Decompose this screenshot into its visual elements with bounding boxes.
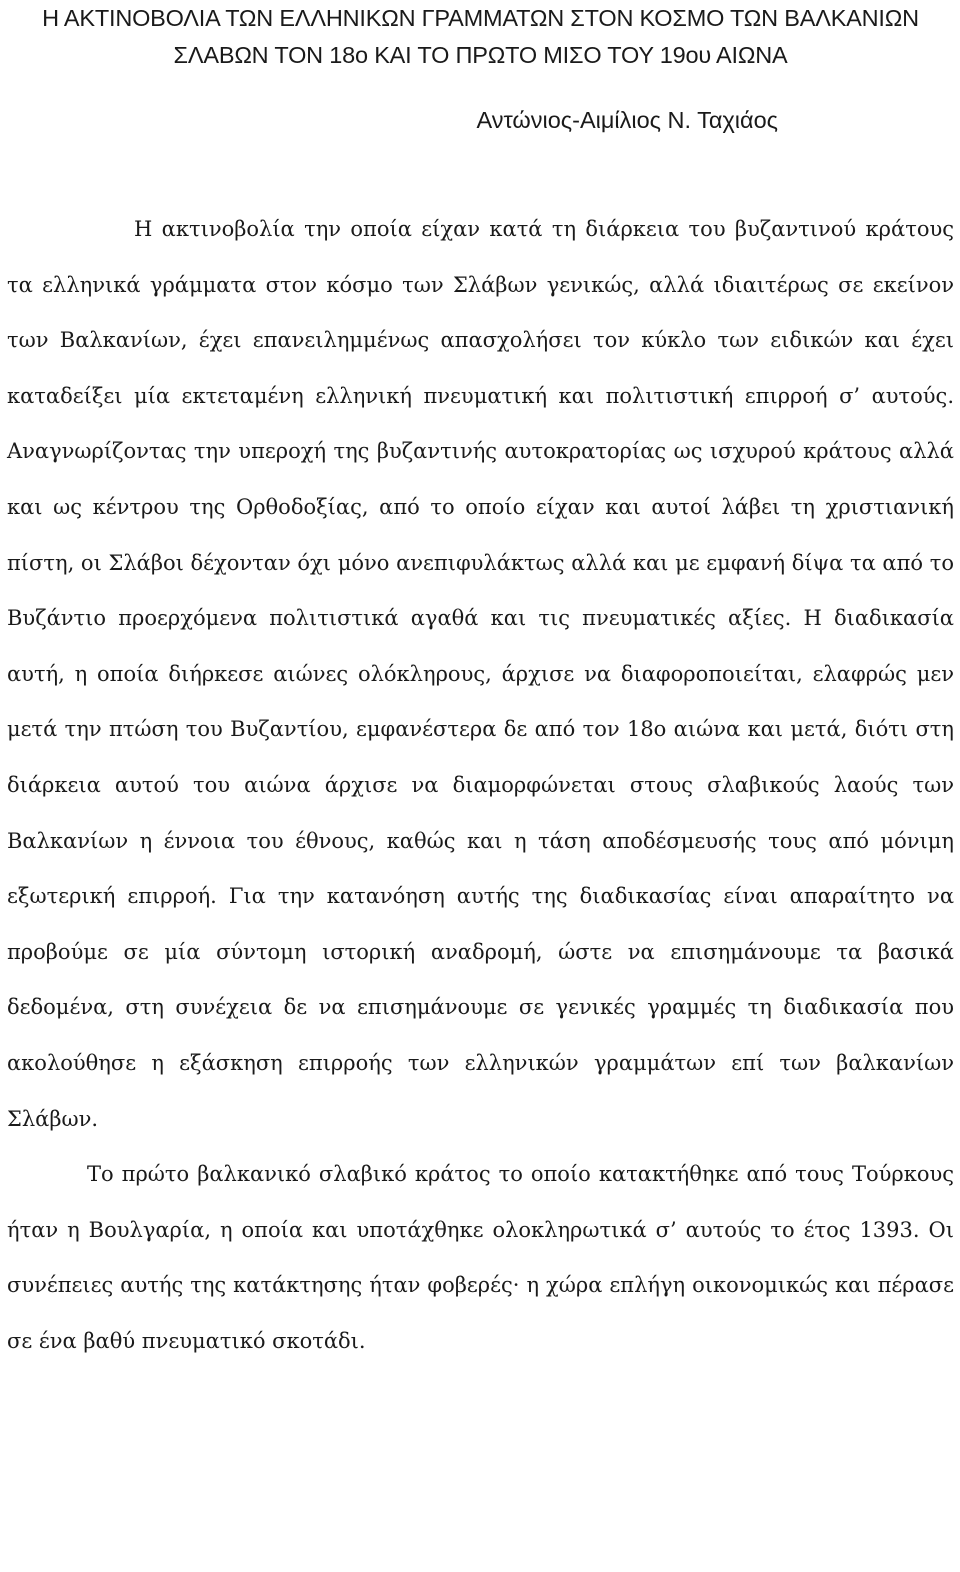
paragraph-1: Η ακτινοβολία την οποία είχαν κατά τη διάρκεια του βυζαντινού κράτους τα ελληνικά γράμματα στον κόσμο των Σλάβων γενικώς, αλλά ιδιαιτέρως σε εκείνον των Βαλκανίων, έχει επανειλημμένως απασχολήσει τον κύκλο των ειδικών και έχει καταδείξει μία εκτεταμένη ελληνική πνευματική και πολιτιστική επιρροή σ’ αυτούς. Αναγνωρίζοντας την υπεροχή της βυζαντινής αυτοκρατορίας ως ισχυρού κράτους αλλά και ως κέντρου της Ορθοδοξίας, από το οποίο είχαν και αυτοί λάβει τη χριστιανική πίστη, οι Σλάβοι δέχονταν όχι μόνο ανεπιφυλάκτως αλλά και με εμφανή δίψα τα από το Βυζάντιο προερχόμενα πολιτιστικά αγαθά και τις πνευματικές αξίες. Η διαδικασία αυτή, η οποία διήρκεσε αιώνες ολόκληρους, άρχισε να διαφοροποιείται, ελαφρώς μεν μετά την πτώση του Βυζαντίου, εμφανέστερα δε από τον 18ο αιώνα και μετά, διότι στη διάρκεια αυτού του αιώνα άρχισε να διαμορφώνεται στους σλαβικούς λαούς των Βαλκανίων η έννοια του έθνους, καθώς και η τάση αποδέσμευσής τους από μόνιμη εξωτερική επιρροή. Για την κατανόηση αυτής της διαδικασίας είναι απαραίτητο να προβούμε σε μία σύντομη ιστορική αναδρομή, ώστε να επισημάνουμε τα βασικά δεδομένα, στη συνέχεια δε να επισημάνουμε σε γενικές γραμμές τη διαδικασία που ακολούθησε η εξάσκηση επιρροής των ελληνικών γραμμάτων επί των βαλκανίων Σλάβων. — [7, 217, 954, 1131]
document-title: Η ΑΚΤΙΝΟΒΟΛΙΑ ΤΩΝ ΕΛΛΗΝΙΚΩΝ ΓΡΑΜΜΑΤΩΝ ΣΤΟΝ ΚΟΣΜΟ ΤΩΝ ΒΑΛΚΑΝΙΩΝ ΣΛΑΒΩΝ ΤΟΝ 18ο ΚΑΙ ΤΟ ΠΡΩΤΟ ΜΙΣΟ ΤΟΥ 19ου ΑΙΩΝΑ — [42, 5, 919, 68]
paragraph-2: Το πρώτο βαλκανικό σλαβικό κράτος το οποίο κατακτήθηκε από τους Τούρκους ήταν η Βουλγαρία, η οποία και υποτάχθηκε ολοκληρωτικά σ’ αυτούς το έτος 1393. Οι συνέπειες αυτής της κατάκτησης ήταν φοβερές· η χώρα επλήγη οικονομικώς και πέρασε σε ένα βαθύ πνευματικό σκοτάδι. — [7, 1162, 954, 1353]
author-name: Αντώνιος-Αιμίλιος Ν. Ταχιάος — [476, 107, 778, 133]
document-page — [7, 0, 954, 1369]
